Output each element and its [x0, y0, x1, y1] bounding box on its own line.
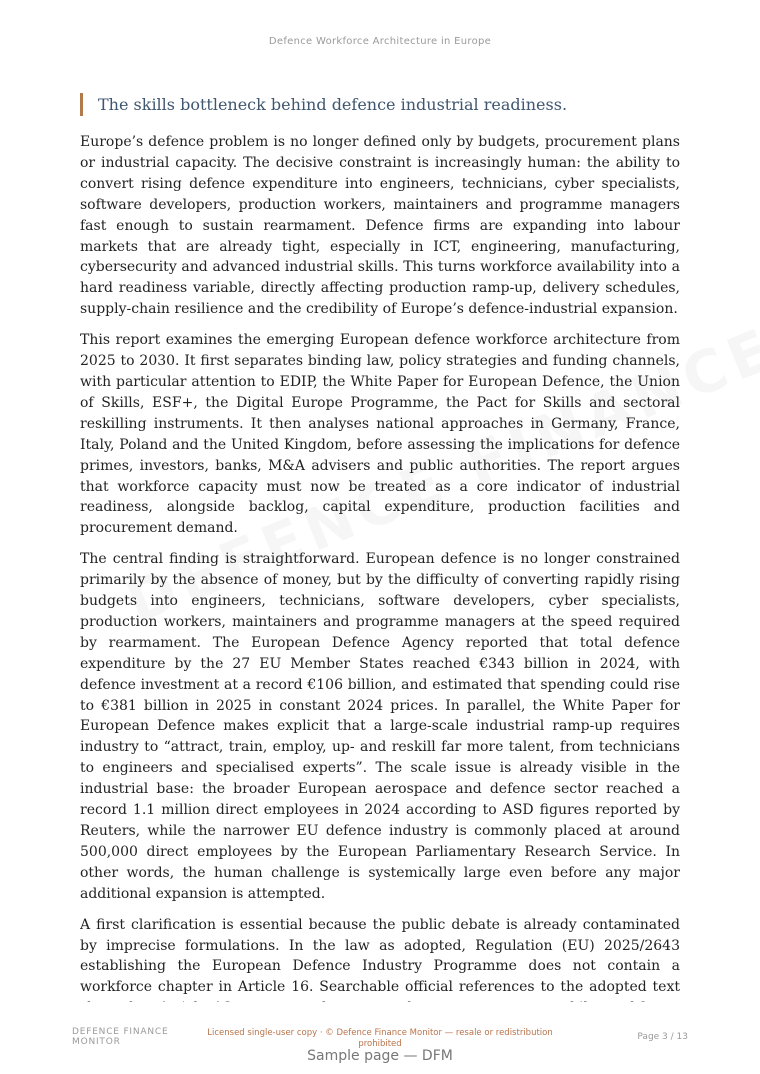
running-header: Defence Workforce Architecture in Europe: [268, 36, 492, 47]
footer-publisher-line2: MONITOR: [72, 1037, 121, 1047]
page-number: Page 3 / 13: [637, 1032, 688, 1042]
paragraph: The central finding is straightforward. European defence is no longer constrained primarily by the absence of money, but by the difficulty of converting rapidly rising budgets into engineers, technicians, software developers, cyber specialists, production workers, maintainers and programme managers at the speed required by rearmament. The European Defence Agency reported that total defence expenditure by the 27 EU Member States reached €343 billion in 2024, with defence investment at a record €106 billion, and estimated that spending could rise to €381 billion in 2025 in constant 2024 prices. In parallel, the White Paper for European Defence makes explicit that a large-scale industrial ramp-up requires industry to “attract, train, employ, up- and reskill far more talent, from technicians to engineers and specialised experts”. The scale issue is already visible in the industrial base: the broader European aerospace and defence sector reached a record 1.1 million direct employees in 2024 according to ASD figures reported by Reuters, while the narrower EU defence industry is commonly placed at around 500,000 direct employees by the European Parliamentary Research Service. In other words, the human challenge is systemically large even before any major additional expansion is attempted.: [80, 551, 680, 902]
footer-license-line2: prohibited: [358, 1039, 402, 1049]
footer-license: [200, 1028, 560, 1050]
footer-publisher: [72, 1027, 168, 1047]
section-heading: The skills bottleneck behind defence industrial readiness.: [80, 93, 680, 116]
paragraph: A first clarification is essential because the public debate is already contaminated by imprecise formulations. In the law as adopted, Regulation (EU) 2025/2643 establishing the European Defence Industry Programme does not contain a workforce chapter in Article 16. Searchable official references to the adopted text: [80, 916, 680, 996]
paragraph: This report examines the emerging European defence workforce architecture from 2025 to 2030. It first separates binding law, policy strategies and funding channels, with particular attention to EDIP, the White Paper for European Defence, the Union of Skills, ESF+, the Digital Europe Programme, the Pact for Skills and sectoral reskilling instruments. It then analyses national approaches in Germany, France, Italy, Poland and the United Kingdom, before assessing the implications for defence primes, investors, banks, M&A advisers and public authorities. The report argues that workforce capacity must now be treated as a core indicator of industrial readiness, alongside backlog, capital expenditure, production facilities and procurement demand.: [80, 332, 680, 537]
body-text: [80, 132, 680, 1002]
footer-publisher-line1: DEFENCE FINANCE: [72, 1027, 169, 1037]
sample-label: Sample page — DFM: [307, 1048, 453, 1064]
paragraph: Europe’s defence problem is no longer defined only by budgets, procurement plans or industrial capacity. The decisive constraint is increasingly human: the ability to convert rising defence expenditure into engineers, technicians, cyber specialists, software developers, production workers, maintainers and programme managers fast enough to sustain rearmament. Defence firms are expanding into labour markets that are already tight, especially in ICT, engineering, manufacturing, cybersecurity and advanced industrial skills. This turns workforce availability into a hard readiness variable, directly affecting production ramp-up, delivery schedules, supply-chain resilience and the credibility of Europe’s defence-industrial expansion.: [80, 134, 680, 318]
footer-license-line1: Licensed single-user copy · © Defence Finance Monitor — resale or redistribution: [207, 1028, 553, 1038]
